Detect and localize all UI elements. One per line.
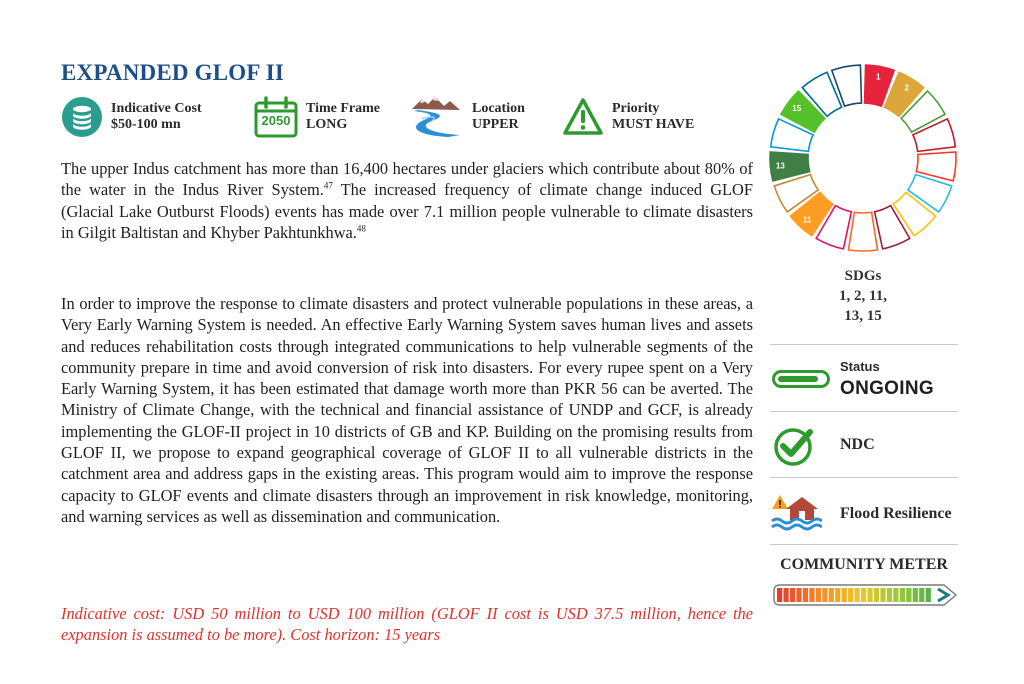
- cost-value: $50-100 mn: [111, 117, 181, 132]
- community-meter-label: COMMUNITY METER: [780, 556, 948, 573]
- sdg-segment-number: 1: [876, 72, 881, 82]
- cost-note: Indicative cost: USD 50 million to USD 100 million (GLOF II cost is USD 37.5 million, hence the expansion is assumed to be more). Cost horizon: 15 years: [61, 604, 753, 645]
- meter-cell: [848, 588, 853, 602]
- meter-cell: [887, 588, 892, 602]
- sdg-segment-number: 2: [904, 83, 909, 93]
- meta-priority: [562, 96, 694, 138]
- location-label: Location: [472, 101, 525, 116]
- meter-cell: [855, 588, 860, 602]
- cost-label: Indicative Cost: [111, 101, 202, 116]
- sdg-segment-number: 13: [775, 161, 785, 171]
- sdg-wheel: [768, 63, 958, 253]
- meter-cell: [803, 588, 808, 602]
- timeframe-value: LONG: [306, 117, 348, 132]
- meter-cell: [893, 588, 898, 602]
- meter-cell: [919, 588, 924, 602]
- meter-cell: [796, 588, 801, 602]
- paragraph-proposal: In order to improve the response to climate disasters and protect vulnerable populations in these areas, a Very Early Warning System is needed. An effective Early Warning System saves human lives and assets and reduces rehabilitation costs through integrated communications to help vulnerable segments of the community prepare in time and avoid conversion of risk into disasters. For every rupee spent on a Very Early Warning System, it has been estimated that damage worth more than PKR 56 can be averted. The Ministry of Climate Change, with the technical and financial assistance of UNDP and GCF, is already implementing the GLOF-II project in 10 districts of GB and KP. Building on the promising results from GLOF II, we propose to expand geographical coverage of GLOF II to all vulnerable districts in the catchment area and address gaps in the existing areas. This program would aim to improve the response capacity to GLOF events and climate disasters through an improvement in risk knowledge, monitoring, and warning services as well as dissemination and communication.: [61, 294, 753, 526]
- meter-cell: [835, 588, 840, 602]
- meter-cell: [822, 588, 827, 602]
- meter-cell: [842, 588, 847, 602]
- sdg-list-line2: 13, 15: [844, 308, 882, 324]
- meter-cell: [829, 588, 834, 602]
- sdg-heading: SDGs: [844, 268, 882, 284]
- paragraph-intro-text-a: The upper Indus catchment has more than 16,400 hectares under glaciers which contribute about 80% of the water in the Indus River System.: [61, 159, 753, 200]
- page-title: EXPANDED GLOF II: [61, 60, 284, 85]
- footnote-ref: 47: [323, 180, 333, 191]
- timeframe-label: Time Frame: [306, 101, 380, 116]
- flood-resilience-row: [770, 487, 960, 537]
- meter-cell: [906, 588, 911, 602]
- meter-cell: [777, 588, 782, 602]
- meter-cell: [900, 588, 905, 602]
- mountain-river-icon: [408, 95, 464, 139]
- ndc-label: NDC: [840, 436, 875, 453]
- calendar-year: 2050: [261, 113, 291, 128]
- meter-cell: [861, 588, 866, 602]
- meter-cell: [790, 588, 795, 602]
- meta-location: [408, 96, 525, 138]
- progress-bar-icon: [772, 370, 830, 388]
- priority-value: MUST HAVE: [612, 117, 695, 132]
- coin-stack-icon: [61, 96, 103, 138]
- warning-triangle-icon: [562, 97, 604, 137]
- sdg-summary: [766, 266, 960, 326]
- divider: [770, 544, 958, 545]
- sdg-segment-9: [848, 212, 877, 251]
- sdg-segment-number: 11: [802, 215, 812, 225]
- sdg-segment-number: 15: [792, 103, 802, 113]
- meta-indicative-cost: [61, 96, 202, 138]
- community-meter: [771, 584, 959, 606]
- meter-cell: [816, 588, 821, 602]
- flooded-house-icon: [770, 491, 822, 533]
- location-value: UPPER: [472, 117, 519, 132]
- meter-cell: [874, 588, 879, 602]
- meter-cell: [926, 588, 931, 602]
- status-value: ONGOING: [840, 378, 934, 399]
- status-row: [770, 354, 960, 404]
- paragraph-intro-text-b: The increased frequency of climate change induced GLOF (Glacial Lake Outburst Floods) events has made over 7.1 million people vulnerable to climate disasters in Gilgit Baltistan and Khyber Pakhtunkhwa.: [61, 180, 753, 242]
- meter-cell: [913, 588, 918, 602]
- sdg-list-line1: 1, 2, 11,: [839, 288, 887, 304]
- meta-time-frame: [254, 96, 380, 138]
- meter-cell: [880, 588, 885, 602]
- check-circle-icon: [772, 424, 816, 468]
- divider: [770, 344, 958, 345]
- meter-cell: [783, 588, 788, 602]
- divider: [770, 411, 958, 412]
- priority-label: Priority: [612, 101, 660, 116]
- flood-resilience-label: Flood Resilience: [840, 505, 952, 522]
- ndc-row: [770, 420, 960, 470]
- divider: [770, 477, 958, 478]
- calendar-icon: [254, 96, 298, 138]
- meter-cell: [867, 588, 872, 602]
- footnote-ref: 48: [356, 223, 366, 234]
- paragraph-intro: [61, 158, 753, 243]
- meter-cell: [809, 588, 814, 602]
- status-label: Status: [840, 359, 880, 374]
